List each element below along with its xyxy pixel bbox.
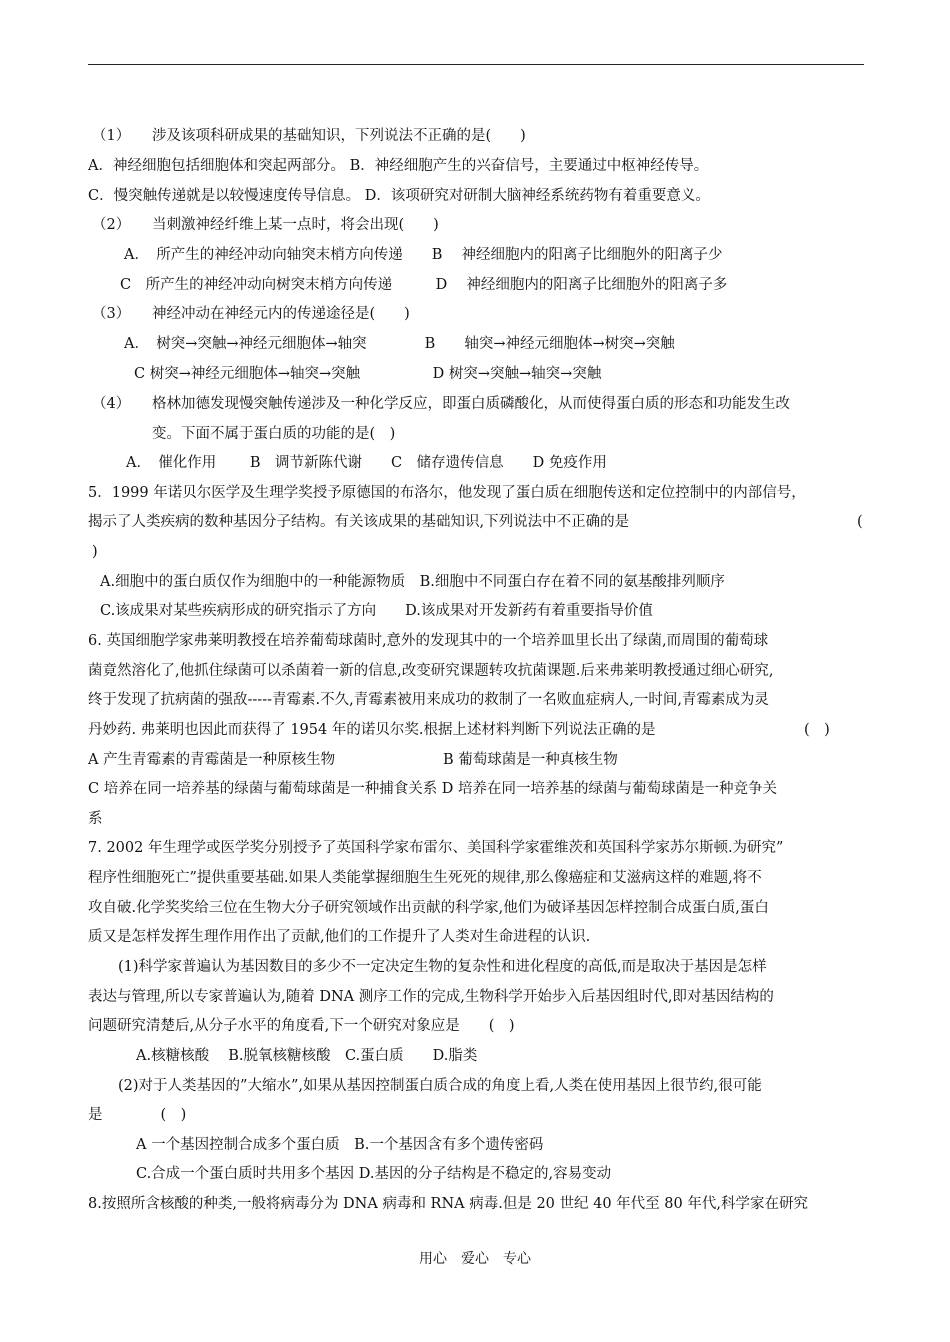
q7-stem-line4: 质又是怎样发挥生理作用作出了贡献,他们的工作提升了人类对生命进程的认识. [88,929,591,945]
q7-2-stem-line2: 是 ( ) [88,1107,187,1123]
q4-3-options-cd: C 树突→神经元细胞体→轴突→突触 D 树突→突触→轴突→突触 [134,366,602,382]
q6-answer-paren: ( ) [804,722,830,738]
q7-stem-line3: 攻自破.化学奖奖给三位在生物大分子研究领域作出贡献的科学家,他们为破译基因怎样控制合成蛋白质,蛋白 [88,900,769,916]
q7-1-stem-line3: 问题研究清楚后,从分子水平的角度看,下一个研究对象应是 ( ) [88,1018,515,1034]
q4-1-options-cd: C．慢突触传递就是以较慢速度传导信息。 D．该项研究对研制大脑神经系统药物有着重要意义。 [88,188,710,204]
q6-stem-line3: 终于发现了抗病菌的强敌-----青霉素.不久,青霉素被用来成功的救制了一名败血症病人,一时间,青霉素成为灵 [88,692,769,708]
q6-options-cd-wrap: 系 [88,811,103,827]
header-rule [88,64,864,65]
q4-2-stem: （2） 当刺激神经纤维上某一点时，将会出现( ) [92,217,439,233]
q6-option-a: A 产生青霉素的青霉菌是一种原核生物 [88,752,336,768]
q7-2-stem-line1: (2)对于人类基因的”大缩水”,如果从基因控制蛋白质合成的角度上看,人类在使用基因上很节约,很可能 [118,1078,762,1094]
q5-paren-close: ) [92,544,98,560]
q4-3-options-ab: A． 树突→突触→神经元细胞体→轴突 B 轴突→神经元细胞体→树突→突触 [124,336,675,352]
q5-options-ab: A.细胞中的蛋白质仅作为细胞中的一种能源物质 B.细胞中不同蛋白存在着不同的氨基酸排列顺序 [100,574,725,590]
q5-paren-open: ( [857,514,863,530]
q5-options-cd: C.该成果对某些疾病形成的研究指示了方向 D.该成果对开发新药有着重要指导价值 [100,603,653,619]
q6-options-cd: C 培养在同一培养基的绿菌与葡萄球菌是一种捕食关系 D 培养在同一培养基的绿菌与葡萄球菌是一种竞争关 [88,781,778,797]
q4-4-options: A． 催化作用 B 调节新陈代谢 C 储存遗传信息 D 免疫作用 [126,455,607,471]
q8-stem-line1: 8.按照所含核酸的种类,一般将病毒分为 DNA 病毒和 RNA 病毒.但是 20 世纪 40 年代至 80 年代,科学家在研究 [88,1196,808,1212]
q7-2-options-ab: A 一个基因控制合成多个蛋白质 B.一个基因含有多个遗传密码 [136,1137,544,1153]
q6-stem-line4: 丹妙药. 弗莱明也因此而获得了 1954 年的诺贝尔奖.根据上述材料判断下列说法正确的是 [88,722,656,738]
q5-stem-line2: 揭示了人类疾病的数种基因分子结构。有关该成果的基础知识,下列说法中不正确的是 [88,514,630,530]
q4-1-options-ab: A．神经细胞包括细胞体和突起两部分。 B．神经细胞产生的兴奋信号，主要通过中枢神经传导。 [88,158,709,174]
q7-stem-line1: 7. 2002 年生理学或医学奖分别授予了英国科学家布雷尔、美国科学家霍维茨和英国科学家苏尔斯顿.为研究” [88,840,784,856]
q7-1-options: A.核糖核酸 B.脱氧核糖核酸 C.蛋白质 D.脂类 [136,1048,478,1064]
q5-stem-line1: 5．1999 年诺贝尔医学及生理学奖授予原德国的布洛尔，他发现了蛋白质在细胞传送和定位控制中的内部信号， [88,485,806,501]
q4-2-options-cd: C 所产生的神经冲动向树突末梢方向传递 D 神经细胞内的阳离子比细胞外的阳离子多 [120,277,728,293]
q6-stem-line1: 6. 英国细胞学家弗莱明教授在培养葡萄球菌时,意外的发现其中的一个培养皿里长出了绿菌,而周围的葡萄球 [88,633,769,649]
q4-4-stem-line2: 变。下面不属于蛋白质的功能的是( ) [152,426,396,442]
q7-1-stem-line2: 表达与管理,所以专家普遍认为,随着 DNA 测序工作的完成,生物科学开始步入后基因组时代,即对基因结构的 [88,989,774,1005]
q6-stem-line2: 菌竟然溶化了,他抓住绿菌可以杀菌着一新的信息,改变研究课题转攻抗菌课题.后来弗莱明教授通过细心研究, [88,663,774,679]
q7-2-options-cd: C.合成一个蛋白质时共用多个基因 D.基因的分子结构是不稳定的,容易变动 [136,1166,612,1182]
q6-option-b: B 葡萄球菌是一种真核生物 [443,752,618,768]
page-footer: 用心 爱心 专心 [419,1251,531,1267]
q4-2-options-ab: A． 所产生的神经冲动向轴突末梢方向传递 B 神经细胞内的阳离子比细胞外的阳离子少 [124,247,723,263]
q4-4-stem-line1: （4） 格林加德发现慢突触传递涉及一种化学反应，即蛋白质磷酸化，从而使得蛋白质的形态和功能发生改 [92,396,790,412]
q7-1-stem-line1: (1)科学家普遍认为基因数目的多少不一定决定生物的复杂性和进化程度的高低,而是取决于基因是怎样 [118,959,767,975]
q4-3-stem: （3） 神经冲动在神经元内的传递途径是( ) [92,306,410,322]
q7-stem-line2: 程序性细胞死亡”提供重要基础.如果人类能掌握细胞生生死死的规律,那么像癌症和艾滋病这样的难题,将不 [88,870,762,886]
q4-1-stem: （1） 涉及该项科研成果的基础知识，下列说法不正确的是( ) [92,128,526,144]
